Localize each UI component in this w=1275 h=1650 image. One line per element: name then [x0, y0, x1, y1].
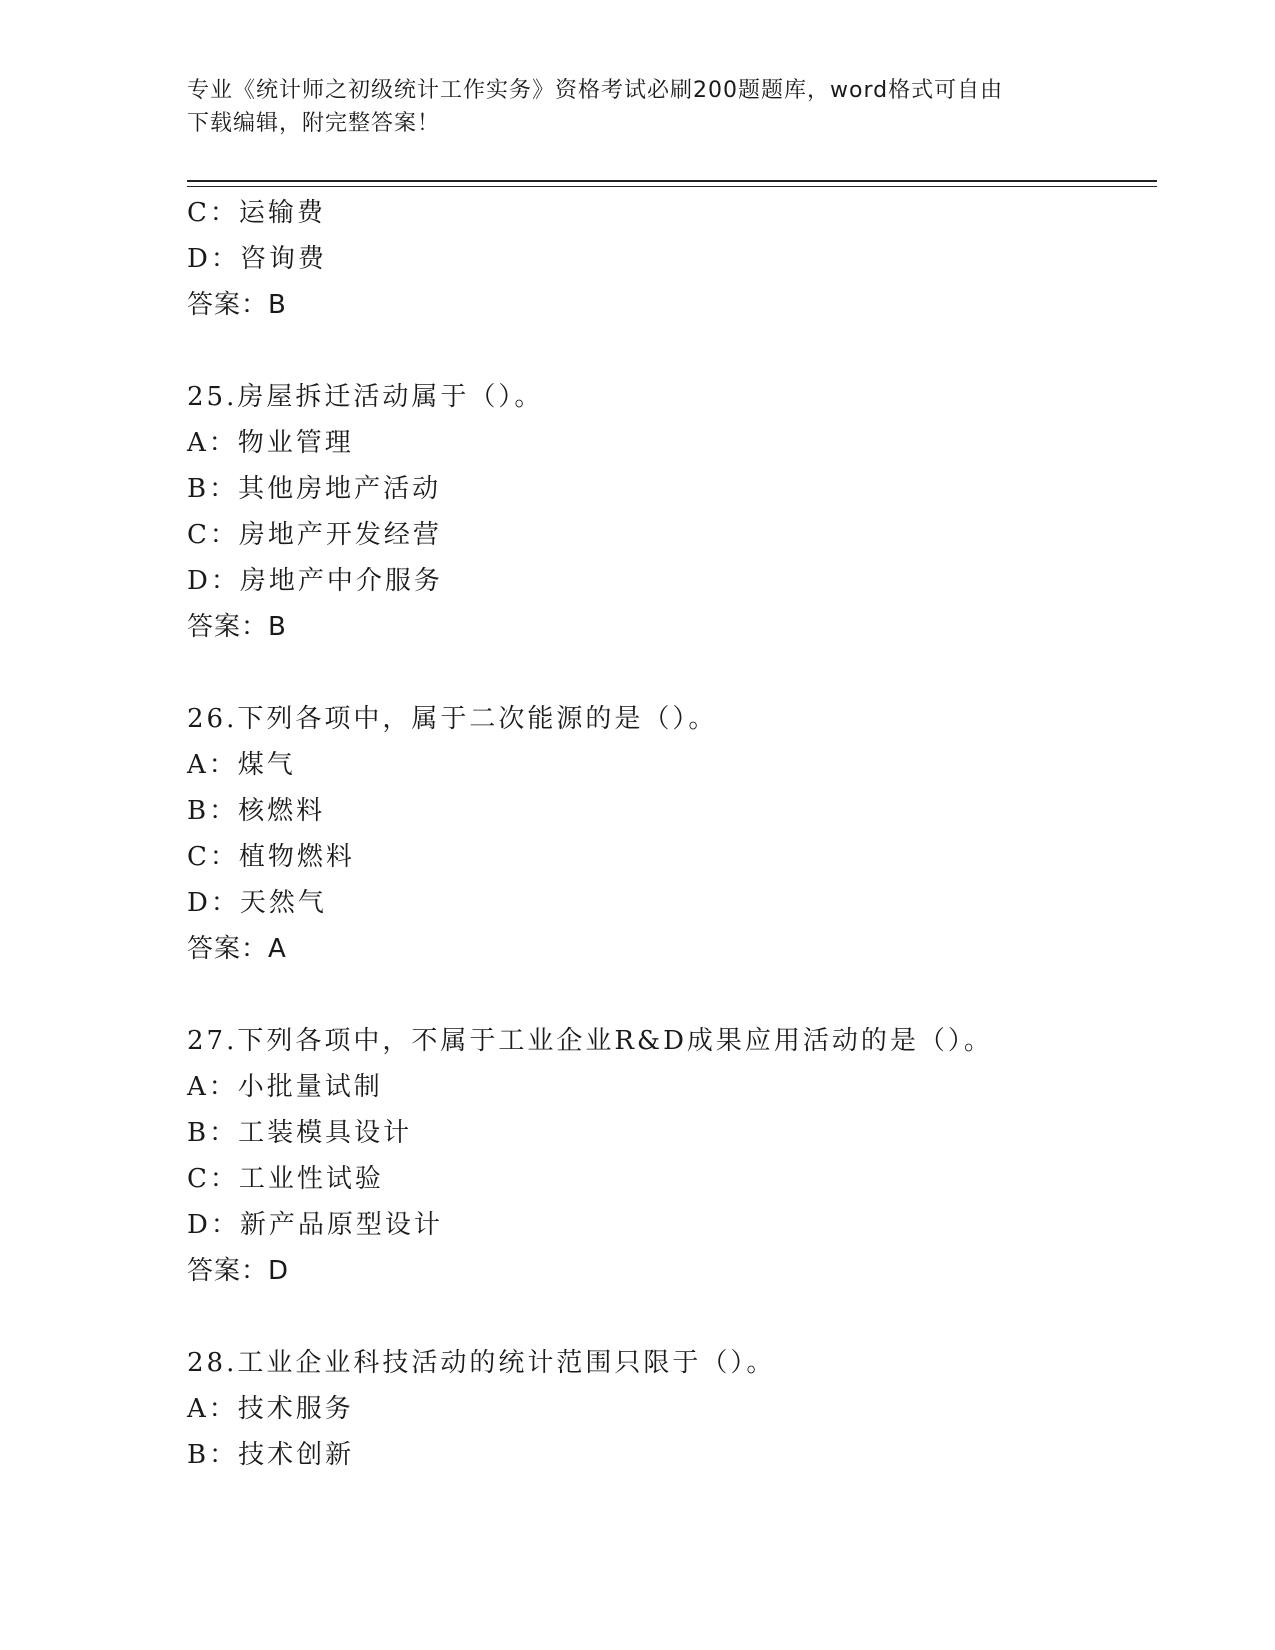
answer-line: 答案：D	[187, 1256, 290, 1286]
option-c: C：植物燃料	[187, 842, 355, 872]
partial-question	[187, 190, 1157, 328]
option-a: A：技术服务	[187, 1394, 354, 1424]
option-d: D：咨询费	[187, 244, 327, 274]
option-b: B：技术创新	[187, 1440, 355, 1470]
spacer	[187, 328, 1157, 374]
spacer	[187, 1294, 1157, 1340]
option-d: D：天然气	[187, 888, 327, 918]
option-a: A：煤气	[187, 750, 296, 780]
option-c: C：工业性试验	[187, 1164, 384, 1194]
question-text: 25.房屋拆迁活动属于（）。	[187, 382, 544, 412]
answer-line: 答案：B	[187, 290, 287, 320]
question-27	[187, 1018, 1157, 1294]
option-a: A：物业管理	[187, 428, 354, 458]
option-d: D：房地产中介服务	[187, 566, 443, 596]
question-text: 26.下列各项中，属于二次能源的是（）。	[187, 704, 718, 734]
question-26	[187, 696, 1157, 972]
answer-line: 答案：A	[187, 934, 287, 964]
option-b: B：工装模具设计	[187, 1118, 413, 1148]
spacer	[187, 972, 1157, 1018]
spacer	[187, 650, 1157, 696]
option-b: B：其他房地产活动	[187, 474, 442, 504]
question-25	[187, 374, 1157, 650]
header-line-1: 专业《统计师之初级统计工作实务》资格考试必刷200题题库，word格式可自由	[187, 78, 1004, 103]
question-text: 27.下列各项中，不属于工业企业R&D成果应用活动的是（）。	[187, 1026, 993, 1056]
option-b: B：核燃料	[187, 796, 326, 826]
document-header	[187, 74, 1087, 140]
question-list	[187, 190, 1157, 1478]
option-d: D：新产品原型设计	[187, 1210, 443, 1240]
option-a: A：小批量试制	[187, 1072, 383, 1102]
option-c: C：运输费	[187, 198, 326, 228]
header-line-2: 下载编辑，附完整答案！	[187, 111, 441, 136]
question-text: 28.工业企业科技活动的统计范围只限于（）。	[187, 1348, 776, 1378]
answer-line: 答案：B	[187, 612, 287, 642]
question-28	[187, 1340, 1157, 1478]
header-rule-thin	[187, 186, 1157, 187]
header-rule-thick	[187, 180, 1157, 182]
option-c: C：房地产开发经营	[187, 520, 442, 550]
